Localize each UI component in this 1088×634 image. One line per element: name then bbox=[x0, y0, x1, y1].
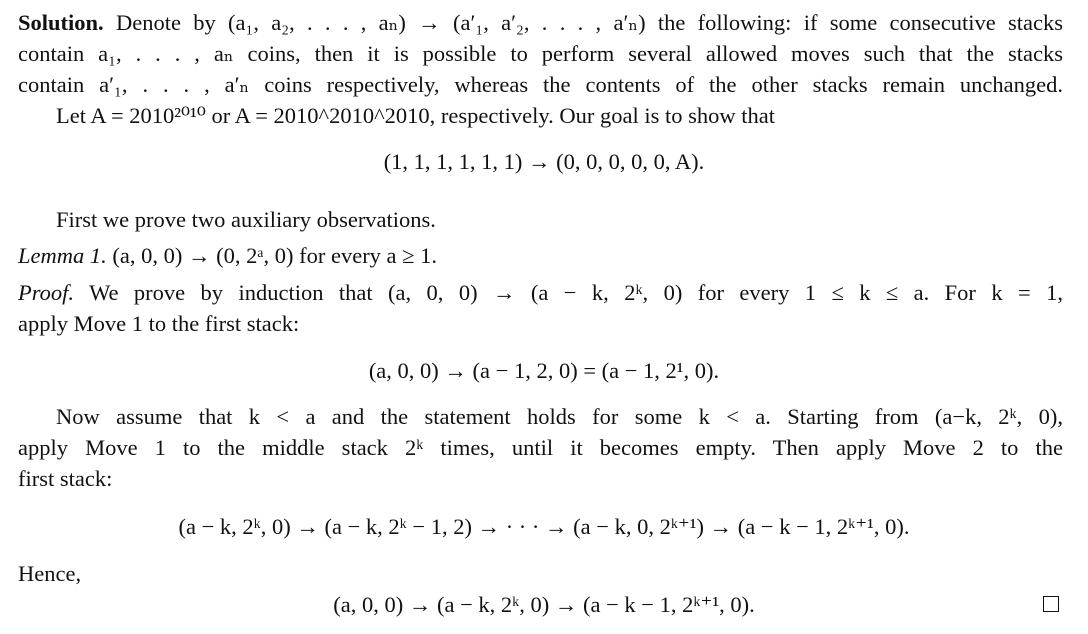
qed-square-icon bbox=[1043, 596, 1059, 612]
proof-line-1 bbox=[18, 278, 1063, 308]
lemma-statement: (a, 0, 0) → (0, 2ᵃ, 0) for every a ≥ 1. bbox=[112, 243, 438, 268]
solution-label: Solution. bbox=[18, 10, 104, 35]
equation-1: (a, 0, 0) → (a − 1, 2, 0) = (a − 1, 2¹, 0). bbox=[368, 358, 720, 383]
proof-text-1: We prove by induction that (a, 0, 0) → (a − k, 2ᵏ, 0) for every 1 ≤ k ≤ a. For k = 1, bbox=[89, 280, 1063, 305]
proof-line-2: apply Move 1 to the first stack: bbox=[18, 311, 300, 336]
proof-label: Proof. bbox=[18, 280, 75, 305]
lemma-1 bbox=[18, 241, 1063, 271]
hence-text: Hence, bbox=[18, 561, 82, 586]
solution-text-1: Denote by (a₁, a₂, . . . , aₙ) → (a′₁, a′₂, . . . , a′ₙ) the following: if some consecutive stacks bbox=[115, 10, 1064, 35]
proof-line-5: first stack: bbox=[18, 466, 113, 491]
lemma-label: Lemma 1. bbox=[18, 243, 107, 268]
equation-3: (a, 0, 0) → (a − k, 2ᵏ, 0) → (a − k − 1, 2ᵏ⁺¹, 0). bbox=[333, 592, 755, 617]
equation-2: (a − k, 2ᵏ, 0) → (a − k, 2ᵏ − 1, 2) → · · · → (a − k, 0, 2ᵏ⁺¹) → (a − k − 1, 2ᵏ⁺¹, 0). bbox=[178, 514, 910, 539]
solution-line-3: contain a′₁, . . . , a′ₙ coins respectively, whereas the contents of the other stacks remain unchanged. bbox=[18, 72, 1063, 97]
auxiliary-intro: First we prove two auxiliary observations. bbox=[56, 207, 436, 232]
solution-line-1 bbox=[18, 8, 1063, 38]
proof-line-4: apply Move 1 to the middle stack 2ᵏ times, until it becomes empty. Then apply Move 2 to the bbox=[18, 435, 1063, 460]
solution-line-4: Let A = 2010²⁰¹⁰ or A = 2010^2010^2010, respectively. Our goal is to show that bbox=[56, 103, 776, 128]
solution-line-2: contain a₁, . . . , aₙ coins, then it is possible to perform several allowed moves such that the stacks bbox=[18, 41, 1063, 66]
proof-line-3: Now assume that k < a and the statement holds for some k < a. Starting from (a−k, 2ᵏ, 0), bbox=[56, 404, 1063, 429]
goal-equation: (1, 1, 1, 1, 1, 1) → (0, 0, 0, 0, 0, A). bbox=[383, 149, 705, 174]
